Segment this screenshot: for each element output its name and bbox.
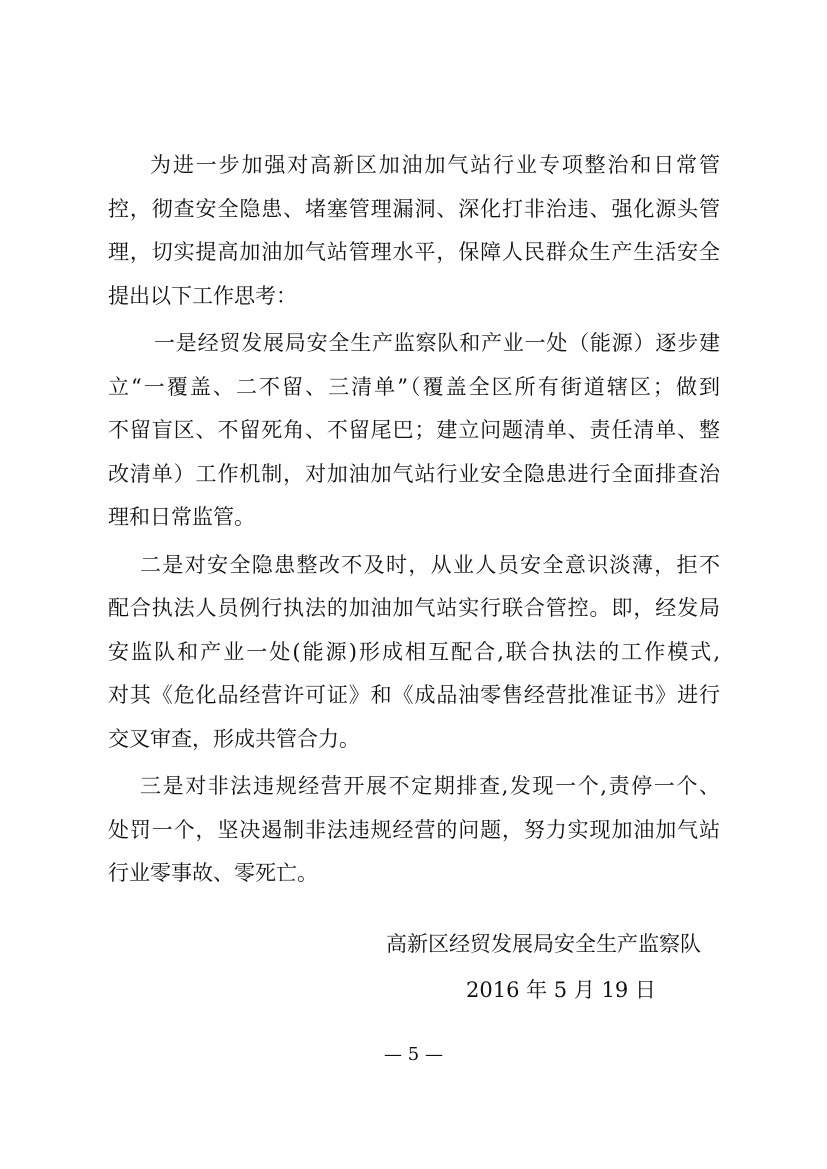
paragraph-second-measure: [108, 544, 720, 762]
text-line: 二是对安全隐患整改不及时，从业人员安全意识淡薄，拒不: [140, 552, 720, 577]
paragraph-first-measure: [108, 322, 720, 540]
paragraph-intro: [108, 144, 720, 318]
text-line: 三是对非法违规经营开展不定期排查,发现一个,责停一个、: [140, 774, 720, 798]
paragraph-third-measure: [108, 765, 720, 896]
text-line: 对其《危化品经营许可证》和《成品油零售经营批准证书》进行: [108, 683, 720, 707]
signature-date: 2016 年 5 月 19 日: [466, 978, 656, 1002]
text-line: 交叉审查，形成共管合力。: [108, 726, 360, 751]
page-number: — 5 —: [384, 1044, 443, 1065]
text-line: 不留盲区、不留死角、不留尾巴；建立问题清单、责任清单、整: [108, 418, 720, 442]
text-line: 行业零事故、零死亡。: [108, 861, 318, 885]
text-line: 安监队和产业一处(能源)形成相互配合,联合执法的工作模式,: [108, 639, 720, 664]
text-line: 配合执法人员例行执法的加油加气站实行联合管控。即，经发局: [108, 596, 720, 620]
text-line: 立“一覆盖、二不留、三清单”（覆盖全区所有街道辖区；做到: [108, 374, 720, 399]
text-line: 提出以下工作思考：: [108, 283, 297, 308]
text-line: 理和日常监管。: [108, 505, 255, 529]
document-body: [108, 144, 720, 896]
text-line: 一是经贸发展局安全生产监察队和产业一处（能源）逐步建: [154, 331, 720, 355]
signature-organization: 高新区经贸发展局安全生产监察队: [386, 932, 701, 956]
text-line: 为进一步加强对高新区加油加气站行业专项整治和日常管: [150, 153, 720, 177]
text-line: 改清单）工作机制，对加油加气站行业安全隐患进行全面排查治: [108, 461, 720, 486]
text-line: 理，切实提高加油加气站管理水平，保障人民群众生产生活安全: [108, 240, 720, 264]
text-line: 控，彻查安全隐患、堵塞管理漏洞、深化打非治违、强化源头管: [108, 196, 720, 221]
text-line: 处罚一个，坚决遏制非法违规经营的问题，努力实现加油加气站: [108, 817, 720, 842]
